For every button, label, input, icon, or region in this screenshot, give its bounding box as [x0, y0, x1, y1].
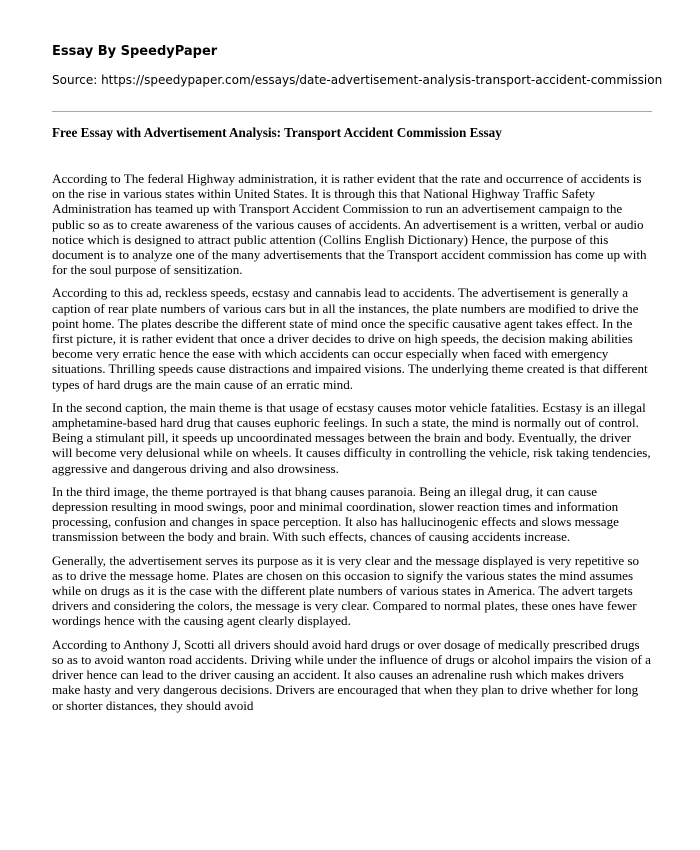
paragraph: According to Anthony J, Scotti all drivers should avoid hard drugs or over dosage of medically prescribed drugs so as to avoid wanton road accidents. Driving while under the influence of drugs or alcohol impairs the vision of a driver hence can lead to the driver causing an accident. It also causes an adrenaline rush which makes drivers make hasty and very dangerous decisions. Drivers are encouraged that when they plan to drive whether for long or shorter distances, they should avoid — [52, 636, 651, 713]
paragraph: In the second caption, the main theme is that usage of ecstasy causes motor vehicle fatalities. Ecstasy is an illegal amphetamine-based hard drug that causes euphoric feelings. In such a state, the mind is normally out of control. Being a stimulant pill, it speeds up uncoordinated messages between the brain and body. Eventually, the driver will become very delusional while on wheels. It causes difficulty in controlling the vehicle, risk taking tendencies, aggressive and dangerous driving and also drowsiness. — [52, 399, 651, 476]
paragraph: Generally, the advertisement serves its purpose as it is very clear and the message displayed is very repetitive so as to drive the message home. Plates are chosen on this occasion to signify the various states the mind assumes while on drugs as it is the case with the different plate numbers of various states in America. The advert targets drivers and considering the colors, the message is very clear. Compared to normal plates, these ones have fewer wordings hence with the causing agent clearly displayed. — [52, 552, 640, 629]
divider — [52, 111, 652, 112]
paragraph: In the third image, the theme portrayed is that bhang causes paranoia. Being an illegal drug, it can cause depression resulting in mood swings, poor and minimal coordination, slower reaction times and information processing, confusion and changes in space perception. It also has hallucinogenic effects and slows message transmission between the body and brain. With such effects, chances of causing accidents increase. — [52, 483, 619, 545]
page-content — [52, 44, 663, 721]
source-line: Source: https://speedypaper.com/essays/date-advertisement-analysis-transport-accident-commission — [52, 73, 663, 87]
paragraph: According to this ad, reckless speeds, ecstasy and cannabis lead to accidents. The advertisement is generally a caption of rear plate numbers of various cars but in all the instances, the plate numbers are modified to drive the point home. The plates describe the different state of mind once the specific causative agent takes effect. In the first picture, it is rather evident that once a driver decides to drive on high speeds, the decision making abilities become very erratic hence the ease with which accidents can occur especially when faced with emergency situations. Thrilling speeds cause distractions and impaired visions. The underlying theme created is that different types of hard drugs are the main cause of an erratic mind. — [52, 285, 648, 392]
brand-heading: Essay By SpeedyPaper — [52, 44, 218, 59]
essay-title: Free Essay with Advertisement Analysis: Transport Accident Commission Essay — [52, 125, 502, 140]
paragraph: According to The federal Highway administration, it is rather evident that the rate and occurrence of accidents is on the rise in various states within United States. It is through this that National Highway Traffic Safety Administration has teamed up with Transport Accident Commission to run an advertisement campaign to the public so as to create awareness of the various causes of accidents. An advertisement is a written, verbal or audio notice which is designed to attract public attention (Collins English Dictionary) Hence, the purpose of this document is to analyze one of the many advertisements that the Transport accident commission has come up with for the soul purpose of sensitization. — [52, 171, 647, 278]
